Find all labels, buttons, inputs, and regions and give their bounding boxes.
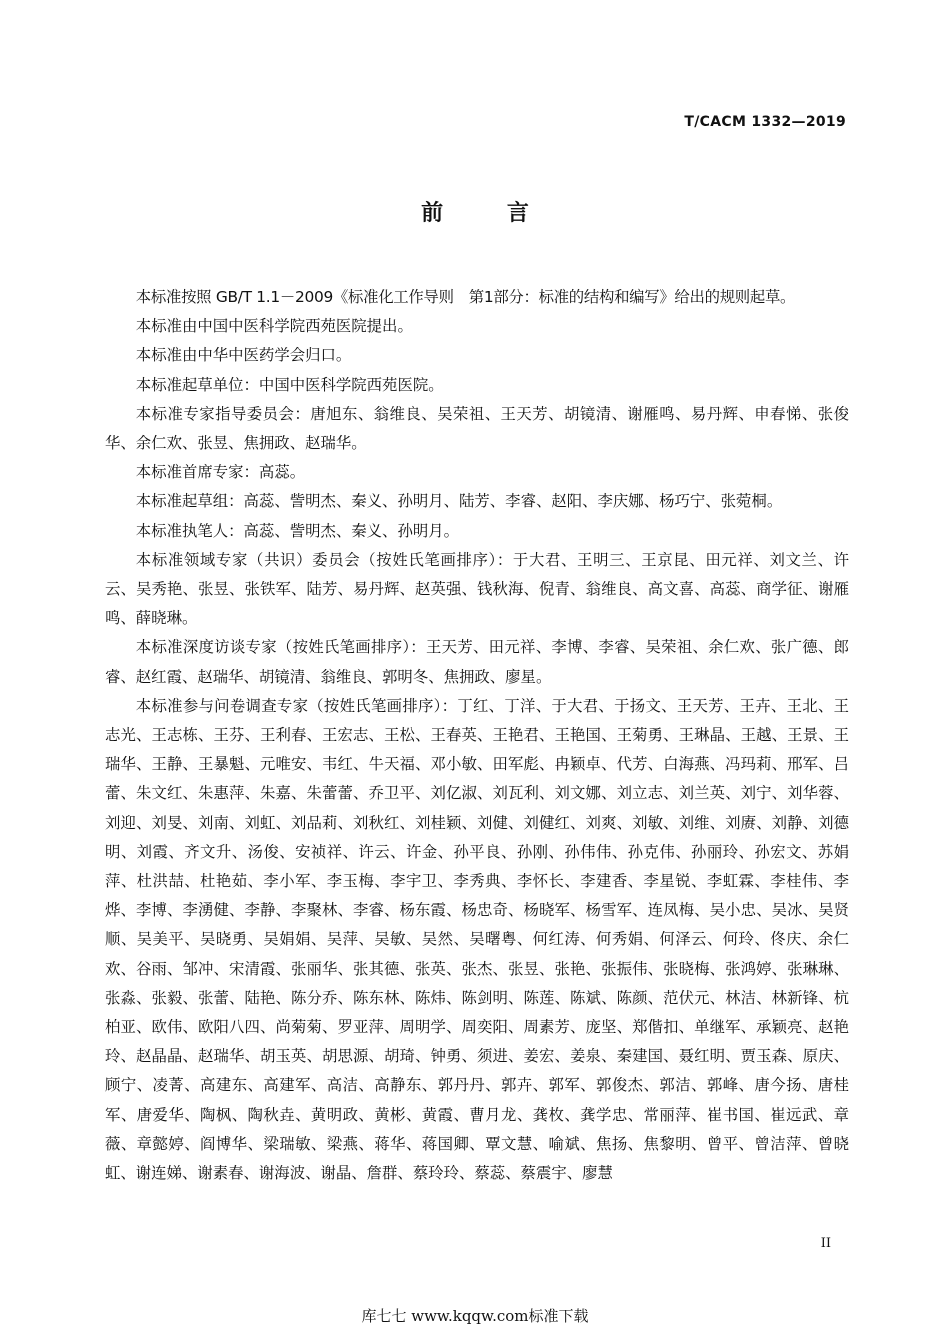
section-title: 前 言 <box>421 201 557 226</box>
paragraph-proposer: 本标准由中国中医科学院西苑医院提出。 <box>135 317 413 336</box>
paragraph-authors: 本标准执笔人：高蕊、訾明杰、秦义、孙明月。 <box>135 521 460 540</box>
paragraph-drafting-unit: 本标准起草单位：中国中医科学院西苑医院。 <box>135 375 444 394</box>
paragraph-interview-experts: 本标准深度访谈专家（按姓氏笔画排序）：王天芳、田元祥、李博、李睿、吴荣祖、余仁欢、张广德、郎睿、赵红霞、赵瑞华、胡镜清、翁维良、郭明冬、焦拥政、廖星。 <box>105 638 849 686</box>
paragraph-chief-expert: 本标准首席专家：高蕊。 <box>135 463 306 482</box>
paragraph-guidance-committee: 本标准专家指导委员会：唐旭东、翁维良、吴荣祖、王天芳、胡镜清、谢雁鸣、易丹辉、申春悌、张俊华、余仁欢、张昱、焦拥政、赵瑞华。 <box>105 404 849 453</box>
site-watermark: 库七七 www.kqqw.com标准下载 <box>361 1307 589 1325</box>
paragraph-consensus-committee: 本标准领域专家（共识）委员会（按姓氏笔画排序）：于大君、王明三、王京昆、田元祥、刘文兰、许云、吴秀艳、张昱、张铁军、陆芳、易丹辉、赵英强、钱秋海、倪青、翁维良、高文喜、高蕊、商学征、谢雁鸣、薛晓琳。 <box>105 550 849 628</box>
body-text <box>105 283 849 1188</box>
paragraph-drafting-rules: 本标准按照 GB/T 1.1－2009《标准化工作导则 第1部分：标准的结构和编写》给出的规则起草。 <box>135 288 796 306</box>
paragraph-drafting-group: 本标准起草组：高蕊、訾明杰、秦义、孙明月、陆芳、李睿、赵阳、李庆娜、杨巧宁、张菀桐。 <box>135 492 783 511</box>
document-code: T/CACM 1332—2019 <box>684 114 846 130</box>
paragraph-centralized-by: 本标准由中华中医药学会归口。 <box>135 346 352 365</box>
page-number: II <box>820 1236 831 1251</box>
paragraph-survey-experts: 本标准参与问卷调查专家（按姓氏笔画排序）：丁红、丁洋、于大君、于扬文、王天芳、王卉、王北、王志光、王志栋、王芬、王利春、王宏志、王松、王春英、王艳君、王艳国、王菊勇、王琳晶、王越、王景、王瑞华、王静、王暴魁、元唯安、韦红、牛天福、邓小敏、田军彪、冉颖卓、代芳、白海燕、冯玛莉、邢军、吕蕾、朱文红、朱惠萍、朱嘉、朱蕾蕾、乔卫平、刘亿淑、刘瓦利、刘文娜、刘立志、刘兰英、刘宁、刘华蓉、刘迎、刘旻、刘南、刘虹、刘品莉、刘秋红、刘桂颖、刘健、刘健红、刘爽、刘敏、刘维、刘赓、刘静、刘德明、刘霞、齐文升、汤俊、安祯祥、许云、许金、孙平良、孙刚、孙伟伟、孙克伟、孙丽玲、孙宏文、苏娟萍、杜洪喆、杜艳茹、李小军、李玉梅、李宇卫、李秀典、李怀长、李建香、李星锐、李虹霖、李桂伟、李烨、李博、李湧健、李静、李聚林、李睿、杨东霞、杨忠奇、杨晓军、杨雪军、连凤梅、吴小忠、吴冰、吴贤顺、吴美平、吴晓勇、吴娟娟、吴萍、吴敏、吴然、吴曙粤、何红涛、何秀娟、何泽云、何玲、佟庆、余仁欢、谷雨、邹冲、宋清霞、张丽华、张其德、张英、张杰、张昱、张艳、张振伟、张晓梅、张鸿婷、张琳琳、张淼、张毅、张蕾、陆艳、陈分乔、陈东林、陈炜、陈剑明、陈莲、陈斌、陈颜、范伏元、林洁、林新锋、杭柏亚、欧伟、欧阳八四、尚菊菊、罗亚萍、周明学、周奕阳、周素芳、庞坚、郑偕扣、单继军、承颖亮、赵艳玲、赵晶晶、赵瑞华、胡玉英、胡思源、胡琦、钟勇、须进、姜宏、姜泉、秦建国、聂红明、贾玉森、原庆、顾宁、凌菁、高建东、高建军、高洁、高静东、郭丹丹、郭卉、郭军、郭俊杰、郭洁、郭峰、唐今扬、唐桂军、唐爱华、陶枫、陶秋垚、黄明政、黄彬、黄霞、曹月龙、龚枚、龚学忠、常丽萍、崔书国、崔远武、章薇、章懿婷、阎博华、梁瑞敏、梁燕、蒋华、蒋国卿、覃文慧、喻斌、焦扬、焦黎明、曾平、曾洁萍、曾晓虹、谢连娣、谢素春、谢海波、谢晶、詹群、蔡玲玲、蔡蕊、蔡震宇、廖慧 <box>105 696 849 1183</box>
